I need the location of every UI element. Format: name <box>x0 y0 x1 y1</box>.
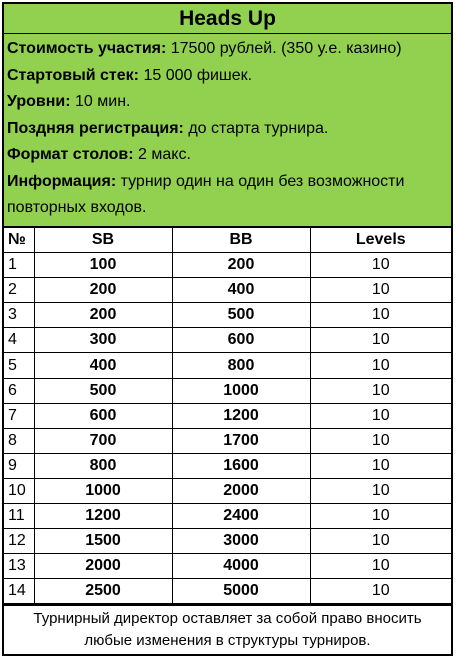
cell-levels: 10 <box>310 403 451 428</box>
cell-levels: 10 <box>310 529 451 554</box>
table-row <box>4 253 451 278</box>
cell-bb: 1000 <box>172 378 310 403</box>
cell-bb: 1600 <box>172 453 310 478</box>
table-row <box>4 378 451 403</box>
column-header-number: № <box>4 228 34 253</box>
cell-bb: 400 <box>172 278 310 303</box>
cell-sb: 200 <box>34 278 172 303</box>
cell-bb: 4000 <box>172 554 310 579</box>
cell-sb: 400 <box>34 353 172 378</box>
info-label: Поздняя регистрация: <box>7 119 184 137</box>
info-row-cost <box>7 36 447 63</box>
info-label: Формат столов: <box>7 146 134 163</box>
tournament-title: Heads Up <box>4 4 451 34</box>
info-label: Информация: <box>7 172 117 190</box>
table-row <box>4 278 451 303</box>
blind-structure-table <box>4 228 451 605</box>
cell-levels: 10 <box>310 278 451 303</box>
info-value: 2 макс. <box>133 146 191 163</box>
cell-number: 4 <box>4 328 34 353</box>
cell-sb: 300 <box>34 328 172 353</box>
cell-number: 13 <box>4 554 34 579</box>
table-row <box>4 579 451 604</box>
cell-number: 7 <box>4 403 34 428</box>
disclaimer: Турнирный директор оставляет за собой право вносить любые изменения в структуры турниров. <box>4 604 451 654</box>
cell-number: 10 <box>4 478 34 503</box>
info-row-levels <box>7 89 447 116</box>
cell-number: 8 <box>4 428 34 453</box>
cell-sb: 800 <box>34 453 172 478</box>
cell-number: 2 <box>4 278 34 303</box>
info-value: до старта турнира. <box>183 119 329 137</box>
cell-levels: 10 <box>310 303 451 328</box>
column-header-sb: SB <box>34 228 172 253</box>
table-row <box>4 303 451 328</box>
cell-number: 11 <box>4 504 34 529</box>
cell-sb: 700 <box>34 428 172 453</box>
cell-sb: 1200 <box>34 504 172 529</box>
cell-sb: 200 <box>34 303 172 328</box>
info-row-table-format <box>7 142 447 169</box>
cell-levels: 10 <box>310 428 451 453</box>
info-row-starting-stack <box>7 63 447 90</box>
info-value: 15 000 фишек. <box>139 66 253 84</box>
info-row-information <box>7 169 447 222</box>
cell-bb: 200 <box>172 253 310 278</box>
cell-number: 12 <box>4 529 34 554</box>
cell-number: 5 <box>4 353 34 378</box>
cell-sb: 1500 <box>34 529 172 554</box>
table-row <box>4 353 451 378</box>
table-row <box>4 328 451 353</box>
cell-number: 3 <box>4 303 34 328</box>
cell-levels: 10 <box>310 579 451 604</box>
cell-levels: 10 <box>310 378 451 403</box>
cell-levels: 10 <box>310 478 451 503</box>
table-row <box>4 478 451 503</box>
table-row <box>4 403 451 428</box>
column-header-bb: BB <box>172 228 310 253</box>
cell-bb: 600 <box>172 328 310 353</box>
cell-bb: 2400 <box>172 504 310 529</box>
cell-bb: 500 <box>172 303 310 328</box>
cell-bb: 2000 <box>172 478 310 503</box>
cell-levels: 10 <box>310 453 451 478</box>
info-value: турнир один на один без возможности повторных входов. <box>7 172 405 216</box>
cell-bb: 1200 <box>172 403 310 428</box>
table-row <box>4 504 451 529</box>
cell-bb: 5000 <box>172 579 310 604</box>
cell-bb: 800 <box>172 353 310 378</box>
tournament-info <box>4 34 451 228</box>
cell-number: 1 <box>4 253 34 278</box>
info-row-late-registration <box>7 116 447 143</box>
column-header-levels: Levels <box>310 228 451 253</box>
table-body <box>4 253 451 604</box>
info-label: Уровни: <box>7 93 71 110</box>
info-value: 17500 рублей. (350 у.е. казино) <box>166 40 402 57</box>
cell-levels: 10 <box>310 328 451 353</box>
cell-sb: 500 <box>34 378 172 403</box>
table-row <box>4 428 451 453</box>
tournament-sheet <box>2 2 453 656</box>
table-row <box>4 453 451 478</box>
info-label: Стоимость участия: <box>7 40 167 57</box>
table-header-row <box>4 228 451 253</box>
info-label: Стартовый стек: <box>7 66 139 84</box>
cell-levels: 10 <box>310 353 451 378</box>
cell-number: 14 <box>4 579 34 604</box>
table-row <box>4 554 451 579</box>
cell-sb: 2500 <box>34 579 172 604</box>
cell-sb: 100 <box>34 253 172 278</box>
cell-bb: 3000 <box>172 529 310 554</box>
info-value: 10 мин. <box>70 93 131 110</box>
cell-levels: 10 <box>310 554 451 579</box>
table-row <box>4 529 451 554</box>
cell-sb: 600 <box>34 403 172 428</box>
cell-number: 6 <box>4 378 34 403</box>
cell-sb: 2000 <box>34 554 172 579</box>
cell-levels: 10 <box>310 504 451 529</box>
cell-bb: 1700 <box>172 428 310 453</box>
cell-sb: 1000 <box>34 478 172 503</box>
cell-levels: 10 <box>310 253 451 278</box>
cell-number: 9 <box>4 453 34 478</box>
